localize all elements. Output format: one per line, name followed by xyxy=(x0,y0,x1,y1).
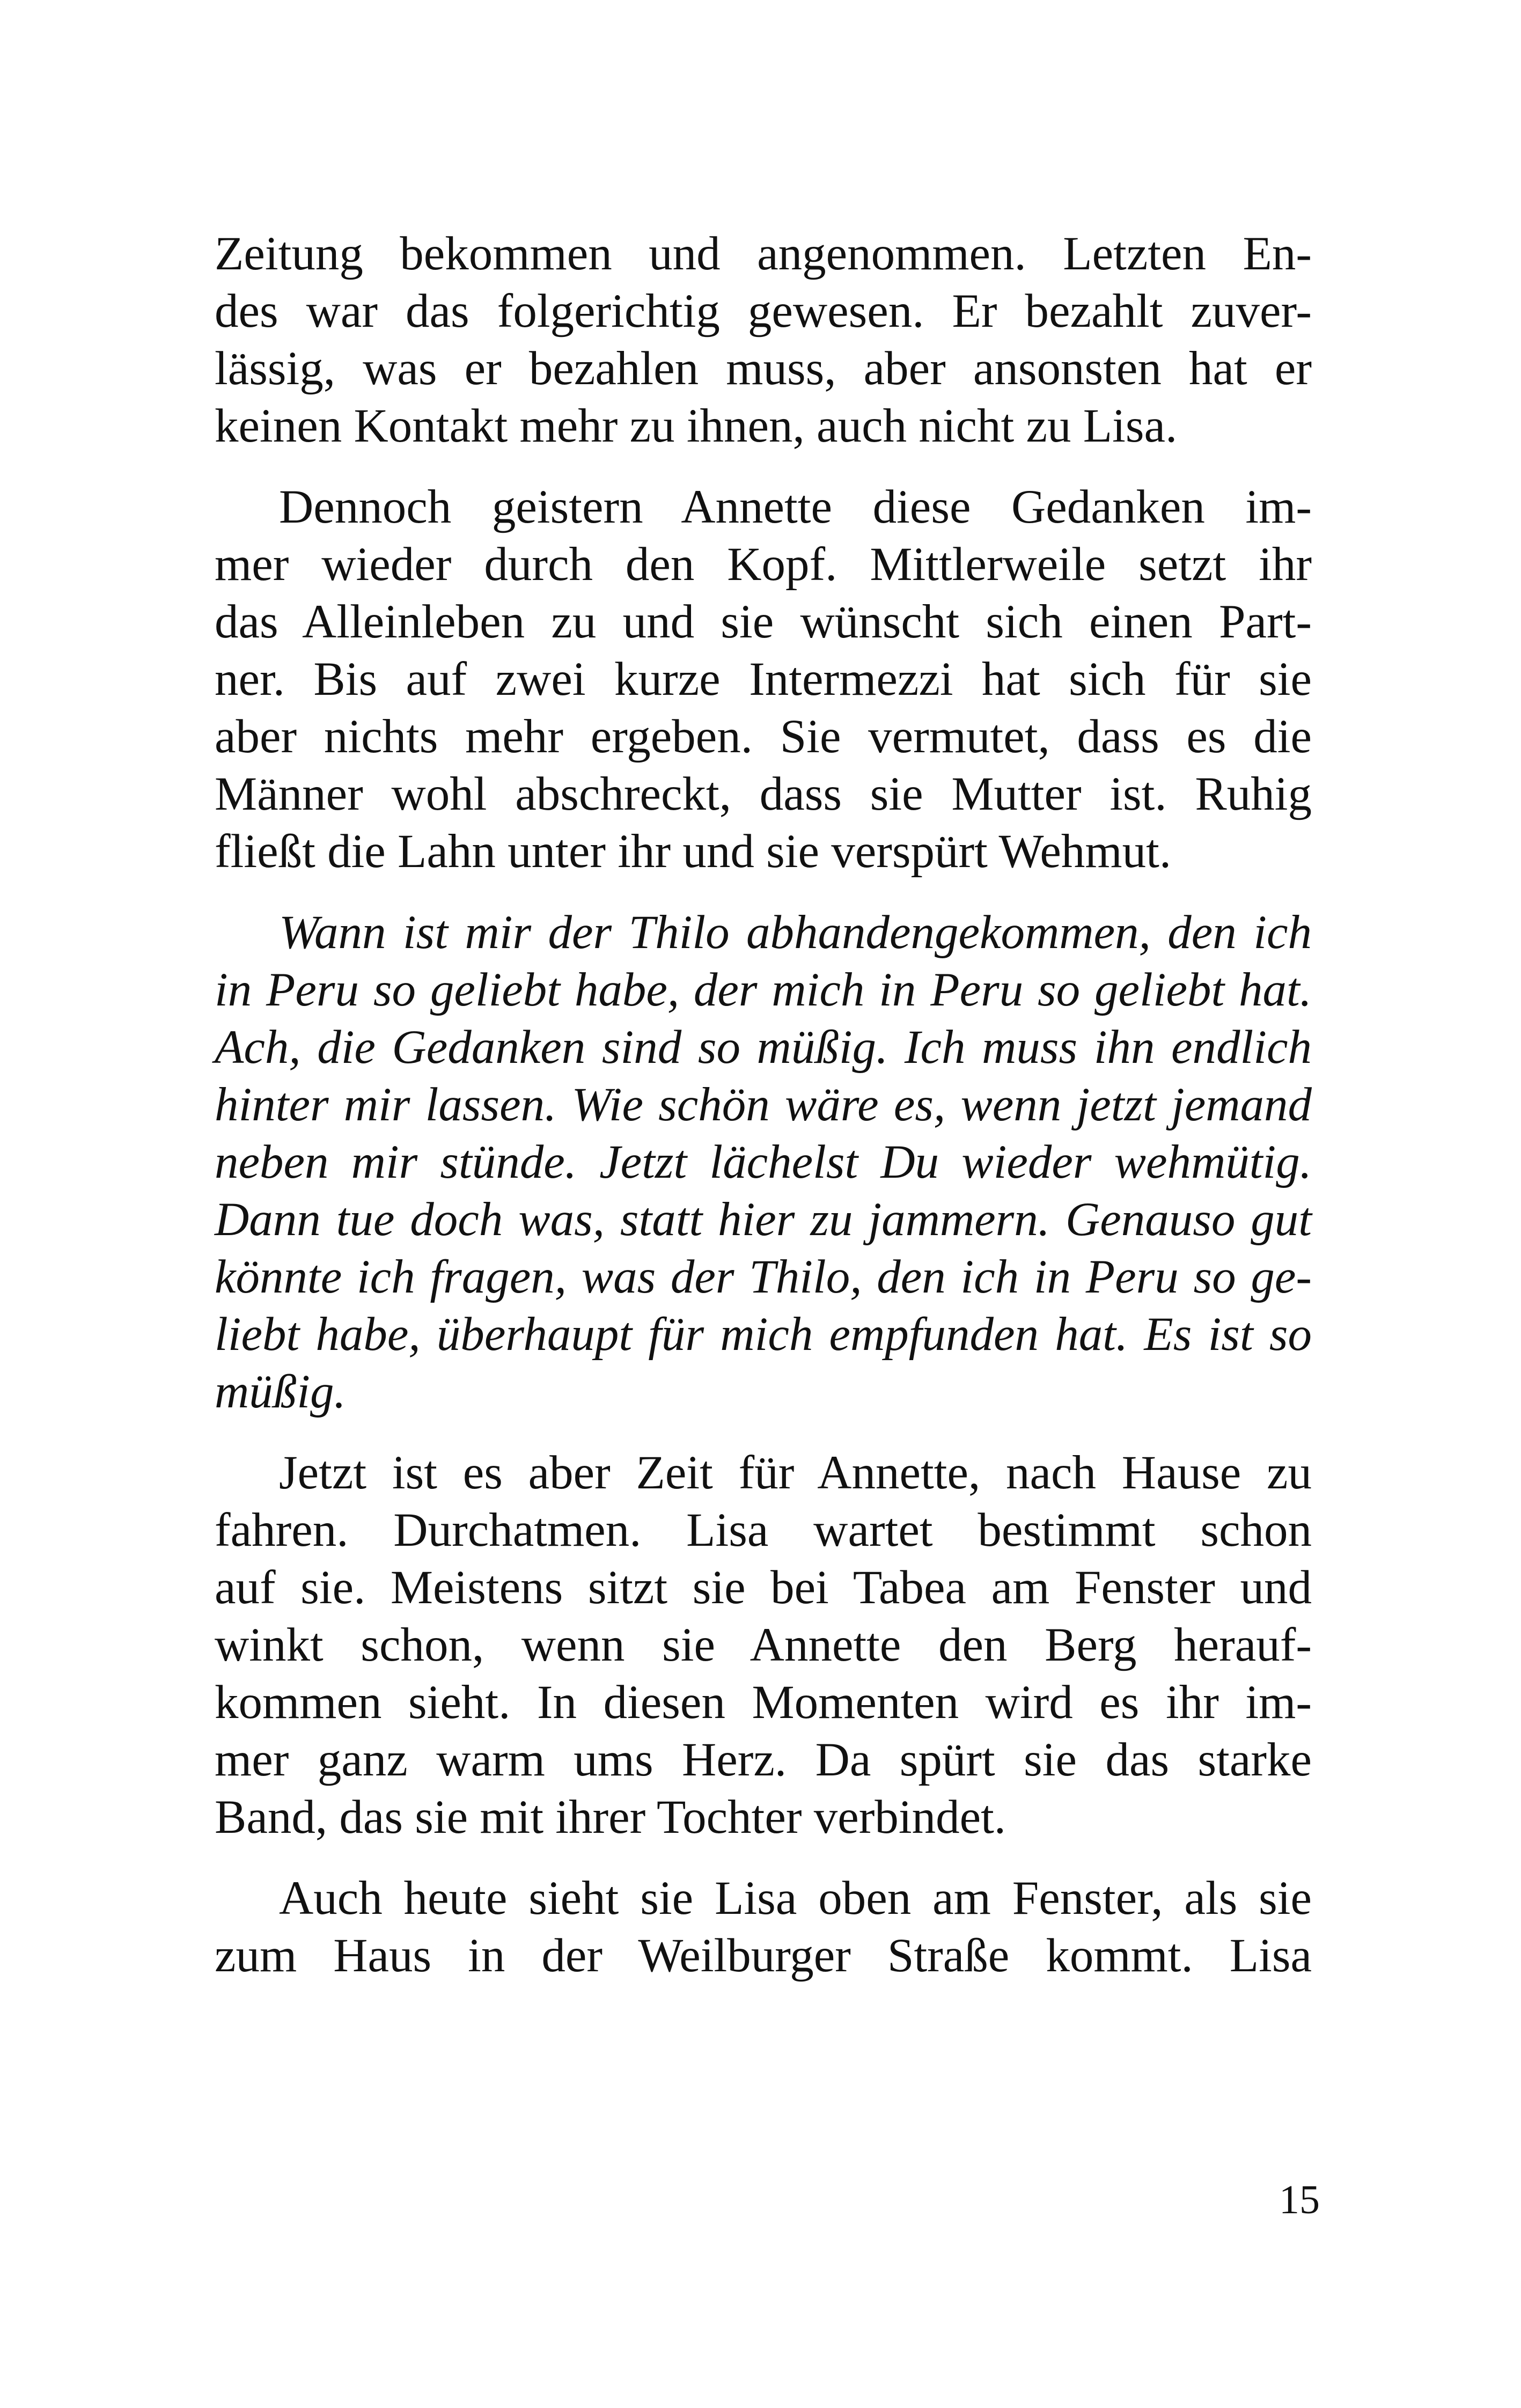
text-line: aber nichts mehr ergeben. Sie vermutet, dass es die xyxy=(215,710,1312,763)
paragraph xyxy=(215,479,1312,880)
text-line: ner. Bis auf zwei kurze Intermezzi hat sich für sie xyxy=(215,653,1312,706)
text-line: Dennoch geistern Annette diese Gedanken im- xyxy=(279,481,1312,533)
text-line: mer wieder durch den Kopf. Mittlerweile setzt ihr xyxy=(215,538,1312,591)
body-text xyxy=(215,225,1312,1985)
text-line: Dann tue doch was, statt hier zu jammern. Genauso gut xyxy=(215,1193,1312,1246)
text-line: kommen sieht. In diesen Momenten wird es ihr im- xyxy=(215,1676,1312,1729)
text-line: müßig. xyxy=(215,1365,346,1418)
text-line: mer ganz warm ums Herz. Da spürt sie das starke xyxy=(215,1734,1312,1786)
text-line: Band, das sie mit ihrer Tochter verbindet. xyxy=(215,1791,1006,1844)
paragraph xyxy=(215,225,1312,455)
paragraph xyxy=(215,1870,1312,1985)
text-line: Zeitung bekommen und angenommen. Letzten En- xyxy=(215,227,1312,280)
text-line: keinen Kontakt mehr zu ihnen, auch nicht zu Lisa. xyxy=(215,400,1178,452)
text-line: neben mir stünde. Jetzt lächelst Du wieder wehmütig. xyxy=(215,1136,1312,1188)
text-line: könnte ich fragen, was der Thilo, den ich in Peru so ge- xyxy=(215,1251,1312,1303)
text-line: lässig, was er bezahlen muss, aber ansonsten hat er xyxy=(215,342,1312,395)
text-line: zum Haus in der Weilburger Straße kommt. Lisa xyxy=(215,1929,1312,1982)
paragraph xyxy=(215,1444,1312,1846)
text-line: winkt schon, wenn sie Annette den Berg herauf- xyxy=(215,1619,1312,1671)
text-line: Auch heute sieht sie Lisa oben am Fenster, als sie xyxy=(279,1872,1312,1925)
text-line: Wann ist mir der Thilo abhandengekommen, den ich xyxy=(279,906,1312,959)
text-line: fahren. Durchatmen. Lisa wartet bestimmt schon xyxy=(215,1504,1312,1557)
text-line: Ach, die Gedanken sind so müßig. Ich muss ihn endlich xyxy=(215,1021,1312,1074)
text-line: Jetzt ist es aber Zeit für Annette, nach Hause zu xyxy=(279,1447,1312,1499)
text-line: liebt habe, überhaupt für mich empfunden hat. Es ist so xyxy=(215,1308,1312,1361)
text-line: des war das folgerichtig gewesen. Er bezahlt zuver- xyxy=(215,285,1312,337)
text-line: das Alleinleben zu und sie wünscht sich einen Part- xyxy=(215,596,1312,648)
page-number: 15 xyxy=(1279,2177,1320,2222)
text-line: fließt die Lahn unter ihr und sie verspürt Wehmut. xyxy=(215,825,1172,878)
text-line: Männer wohl abschreckt, dass sie Mutter ist. Ruhig xyxy=(215,768,1312,820)
italic-paragraph xyxy=(215,904,1312,1421)
text-line: auf sie. Meistens sitzt sie bei Tabea am Fenster und xyxy=(215,1561,1312,1614)
text-line: hinter mir lassen. Wie schön wäre es, wenn jetzt jemand xyxy=(215,1078,1312,1131)
text-line: in Peru so geliebt habe, der mich in Peru so geliebt hat. xyxy=(215,964,1312,1016)
